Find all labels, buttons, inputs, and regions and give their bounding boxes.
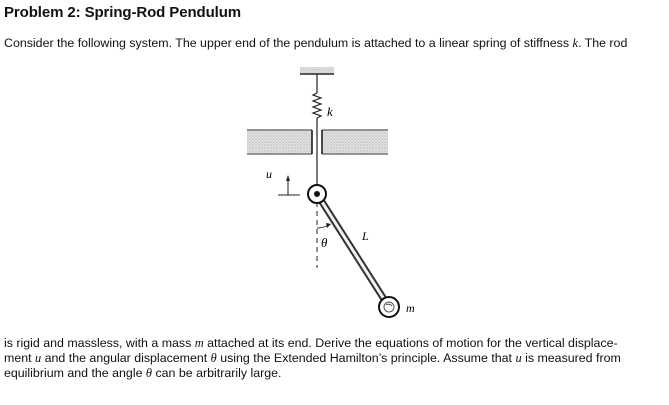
label-m: m (406, 301, 415, 315)
spring (313, 74, 321, 130)
mass-bob (379, 297, 399, 317)
theta-arc (317, 223, 331, 228)
intro-text: Consider the following system. The upper end of the pendulum is attached to a linear spring of stiffness (4, 36, 573, 50)
guide-wall-left (247, 130, 312, 154)
intro-end: . The rod (577, 36, 628, 50)
problem-title: Problem 2: Spring-Rod Pendulum (4, 4, 242, 21)
guide-wall-right (322, 130, 388, 154)
intro-var-k: k (572, 36, 578, 50)
body-line-2: ment u and the angular displacement θ using the Extended Hamilton’s principle. Assume that u is measured from (4, 351, 621, 365)
u-displacement-arrow (278, 175, 300, 195)
ceiling-support (300, 67, 334, 74)
body-paragraph (4, 336, 659, 381)
label-L: L (362, 229, 369, 243)
label-k: k (327, 104, 333, 119)
label-theta: θ (321, 235, 328, 250)
pivot (308, 185, 326, 203)
label-u: u (266, 167, 272, 181)
body-line-3: equilibrium and the angle θ can be arbitrarily large. (4, 366, 282, 380)
body-line-1: is rigid and massless, with a mass m attached at its end. Derive the equations of motion for the vertical displace- (4, 336, 618, 350)
